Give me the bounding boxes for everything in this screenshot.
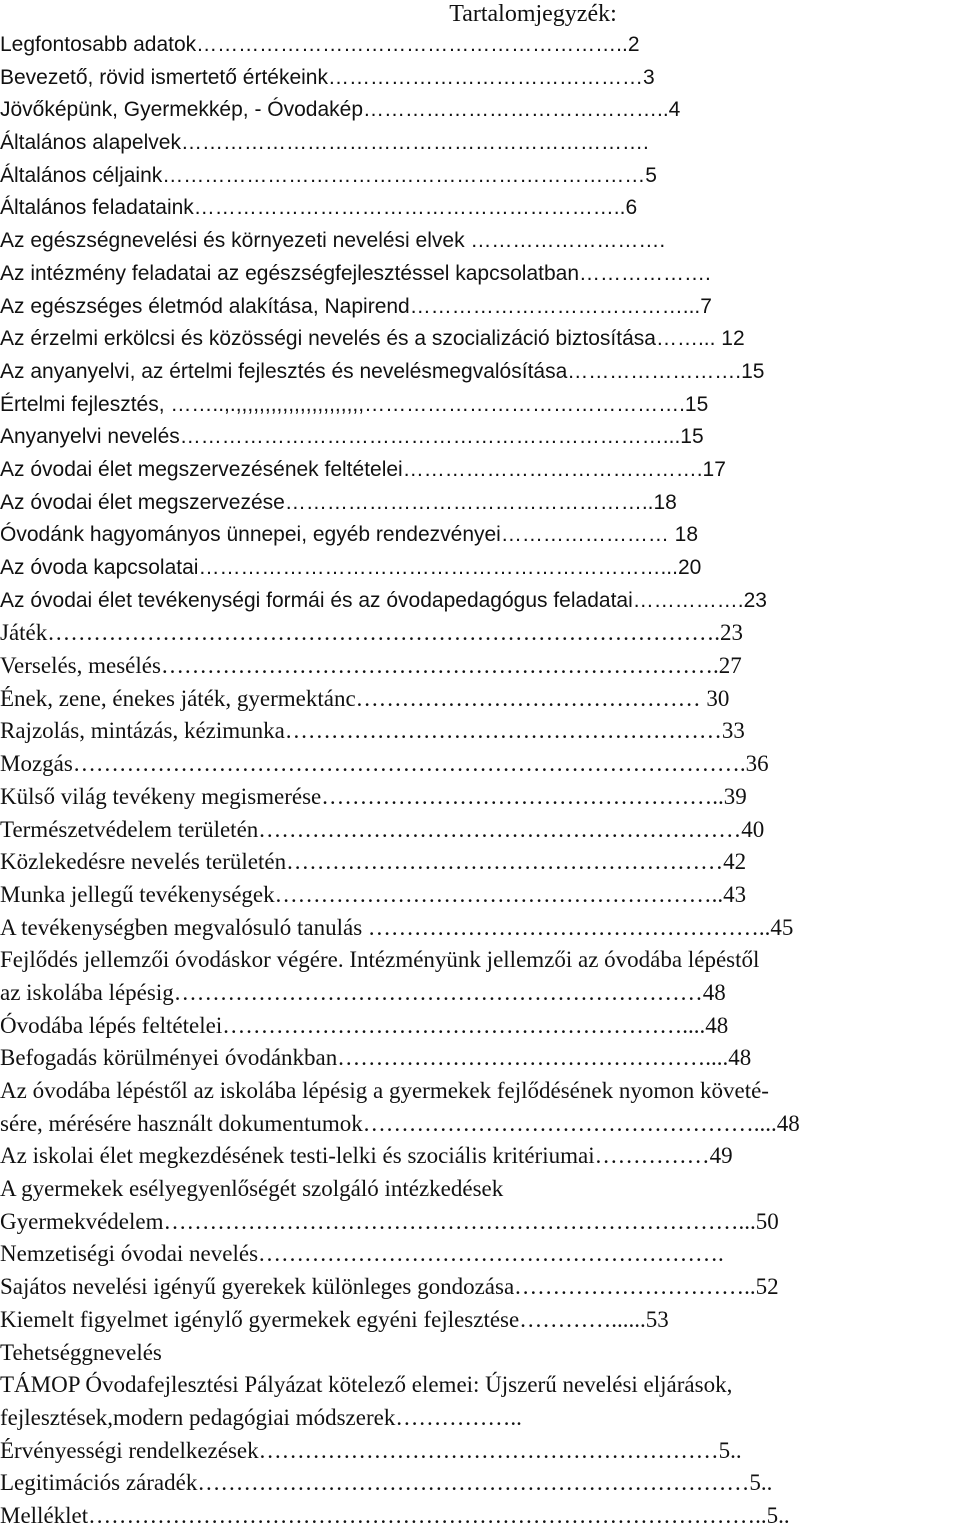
toc-list bbox=[0, 29, 960, 1533]
toc-entry: Az egészségnevelési és környezeti nevelési elvek ………………………. bbox=[0, 229, 666, 253]
toc-entry: TÁMOP Óvodafejlesztési Pályázat kötelező elemei: Újszerű nevelési eljárások, bbox=[0, 1372, 733, 1398]
toc-entry: Sajátos nevelési igényű gyerekek különleges gondozása…………………………..52 bbox=[0, 1274, 779, 1300]
toc-entry: Anyanyelvi nevelés……………………………………………………………...15 bbox=[0, 425, 704, 449]
toc-entry: Melléklet……………………………………………………………………………..5.. bbox=[0, 1502, 790, 1528]
toc-entry: Külső világ tevékeny megismerése……………………………………………..39 bbox=[0, 783, 747, 809]
toc-entry: Értelmi fejlesztés, ……..,.,,,,,,,,,,,,,,,,,,,,,,……………………………………….15 bbox=[0, 392, 709, 416]
toc-entry: Az óvodai élet megszervezése……………………………………………..18 bbox=[0, 490, 677, 514]
toc-entry: Játék…………………………………………………………………………….23 bbox=[0, 620, 744, 646]
toc-entry: Természetvédelem területén………………………………………………………40 bbox=[0, 816, 765, 842]
toc-entry: Az iskolai élet megkezdésének testi-lelki és szociális kritériumai……………49 bbox=[0, 1143, 733, 1169]
toc-entry: fejlesztések,modern pedagógiai módszerek…………….. bbox=[0, 1404, 522, 1430]
toc-entry: Tehetséggnevelés bbox=[0, 1339, 162, 1365]
toc-entry: Az óvoda kapcsolatai…………………………………………………………...20 bbox=[0, 556, 702, 579]
toc-entry: Mozgás…………………………………………………………………………….36 bbox=[0, 751, 769, 777]
toc-entry: Érvényességi rendelkezések……………………………………………………5.. bbox=[0, 1437, 742, 1463]
toc-entry: Legfontosabb adatok……………………………………………………..2 bbox=[0, 33, 640, 56]
toc-entry: Munka jellegű tevékenységek…………………………………………………..43 bbox=[0, 881, 747, 907]
toc-entry: Óvodánk hagyományos ünnepei, egyéb rendezvényei…………………… 18 bbox=[0, 523, 699, 547]
toc-entry: Az intézmény feladatai az egészségfejlesztéssel kapcsolatban………………. bbox=[0, 261, 711, 285]
toc-entry: Ének, zene, énekes játék, gyermektánc……………………………………… 30 bbox=[0, 685, 730, 711]
toc-entry: Az anyanyelvi, az értelmi fejlesztés és nevelésmegvalósítása…………………….15 bbox=[0, 359, 765, 383]
toc-entry: Az óvodába lépéstől az iskolába lépésig a gyermekek fejlődésének nyomon követé- bbox=[0, 1078, 769, 1103]
toc-entry: sére, mérésére használt dokumentumok……………………………………………....48 bbox=[0, 1110, 800, 1136]
toc-entry: Az óvodai élet megszervezésének feltételei…………………………………….17 bbox=[0, 457, 726, 481]
toc-entry: Az egészséges életmód alakítása, Napirend…………………………………...7 bbox=[0, 294, 712, 318]
toc-entry: A gyermekek esélyegyenlőségét szolgáló intézkedések bbox=[0, 1176, 504, 1202]
toc-entry: Általános feladataink……………………………………………………..6 bbox=[0, 196, 638, 220]
toc-entry: Az érzelmi erkölcsi és közösségi nevelés és a szocializáció biztosítása……... 12 bbox=[0, 327, 745, 351]
toc-entry: Óvodába lépés feltételei……………………………………………………....48 bbox=[0, 1012, 729, 1038]
toc-entry: Befogadás körülményei óvodánkban…………………………………………....48 bbox=[0, 1045, 752, 1071]
toc-entry: Verselés, mesélés……………………………………………………………….27 bbox=[0, 653, 742, 679]
toc-entry: Kiemelt figyelmet igénylő gyermekek egyéni fejlesztése…………......53 bbox=[0, 1306, 669, 1332]
toc-entry: Gyermekvédelem…………………………………………………………………...50 bbox=[0, 1208, 779, 1234]
toc-entry: Az óvodai élet tevékenységi formái és az óvodapedagógus feladatai…………….23 bbox=[0, 588, 767, 612]
toc-entry: Legitimációs záradék………………………………………………………………5.. bbox=[0, 1470, 773, 1496]
toc-entry: Általános céljaink……………………………………………………………5 bbox=[0, 163, 657, 187]
toc-entry: Rajzolás, mintázás, kézimunka…………………………………………………33 bbox=[0, 718, 745, 744]
toc-entry: Általános alapelvek…………………………………………………………. bbox=[0, 131, 649, 155]
toc-entry: A tevékenységben megvalósuló tanulás ……………………………………………..45 bbox=[0, 914, 794, 940]
toc-entry: Nemzetiségi óvodai nevelés……………………………………………………. bbox=[0, 1241, 724, 1267]
toc-title: Tartalomjegyzék: bbox=[449, 1, 617, 27]
toc-entry: Fejlődés jellemzői óvodáskor végére. Intézményünk jellemzői az óvodába lépéstől bbox=[0, 947, 760, 973]
toc-entry: az iskolába lépésig……………………………………………………………48 bbox=[0, 979, 726, 1005]
toc-entry: Bevezető, rövid ismertető értékeink………………………………………3 bbox=[0, 65, 655, 89]
toc-entry: Jövőképünk, Gyermekkép, - Óvodakép……………………………………..4 bbox=[0, 98, 681, 122]
toc-entry: Közlekedésre nevelés területén…………………………………………………42 bbox=[0, 849, 747, 875]
